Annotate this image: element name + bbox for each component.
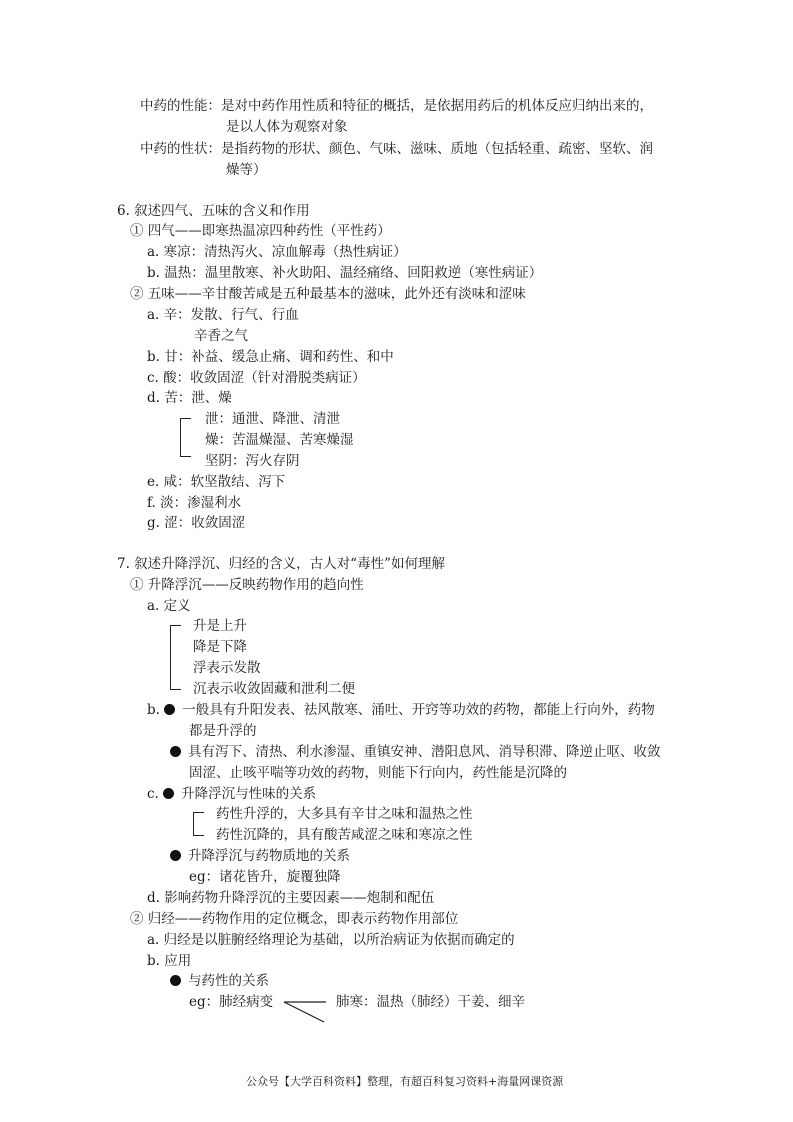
definition-item: a. 定义 bbox=[147, 598, 191, 614]
item-c-line-4 bbox=[170, 847, 350, 865]
appearance-label: 中药的性状： bbox=[140, 141, 221, 157]
bitter-bracket bbox=[180, 418, 191, 457]
item-c-label: c. bbox=[147, 786, 159, 802]
definition-sub-4: 沉表示收敛固藏和泄利二便 bbox=[193, 681, 355, 697]
bitter-sub-3: 坚阴：泻火存阴 bbox=[205, 453, 300, 469]
bitter-sub-2: 燥：苦温燥湿、苦寒燥湿 bbox=[205, 432, 354, 448]
definition-sub-1: 升是上升 bbox=[193, 618, 247, 634]
bullet-icon bbox=[163, 788, 174, 799]
bitter-item: d. 苦：泄、燥 bbox=[147, 390, 232, 406]
astringent-item: g. 涩：收敛固涩 bbox=[147, 515, 246, 531]
bitter-sub-1: 泄：通泄、降泄、清泄 bbox=[205, 411, 340, 427]
channel-bullet-line bbox=[170, 972, 269, 990]
item-b-bullet-2: 具有泻下、清热、利水渗湿、重镇安神、潜阳息风、消导积滞、降逆止呕、收敛 bbox=[188, 744, 661, 760]
section-6-title: 6. 叙述四气、五味的含义和作用 bbox=[117, 203, 310, 219]
performance-label: 中药的性能： bbox=[140, 98, 221, 114]
bullet-icon bbox=[164, 704, 175, 715]
lung-cold-branch: 肺寒：温热（肺经）干姜、细辛 bbox=[336, 994, 525, 1010]
branch-connector-icon bbox=[282, 994, 330, 1024]
cold-cool-item: a. 寒凉：清热泻火、凉血解毒（热性病证） bbox=[147, 244, 407, 260]
bullet-icon bbox=[170, 850, 181, 861]
bullet-icon bbox=[170, 975, 181, 986]
item-b-bullet-1-cont: 都是升浮的 bbox=[189, 723, 257, 739]
lung-example: eg：肺经病变 bbox=[189, 994, 274, 1010]
flavor-relation-bracket bbox=[193, 812, 204, 836]
channel-tropism-heading: ② 归经——药物作用的定位概念，即表示药物作用部位 bbox=[130, 911, 459, 927]
item-b-line-3 bbox=[170, 743, 661, 761]
performance-text: 是对中药作用性质和特征的概括，是依据用药后的机体反应归纳出来的， bbox=[221, 98, 653, 114]
intro-line-3 bbox=[140, 140, 653, 158]
intro-line-4: 燥等） bbox=[226, 162, 267, 178]
section-7-title: 7. 叙述升降浮沉、归经的含义，古人对“毒性”如何理解 bbox=[117, 556, 445, 572]
intro-line-1 bbox=[140, 97, 653, 115]
item-b-label: b. bbox=[147, 702, 160, 718]
page-footer: 公众号【大学百科资料】整理，有超百科复习资料+海量网课资源 bbox=[246, 1075, 564, 1088]
item-b-line-1 bbox=[147, 701, 655, 719]
sweet-item: b. 甘：补益、缓急止痛、调和药性、和中 bbox=[147, 349, 394, 365]
rising-sinking-heading: ① 升降浮沉——反映药物作用的趋向性 bbox=[130, 577, 364, 593]
pungent-item: a. 辛：发散、行气、行血 bbox=[147, 307, 299, 323]
sour-item: c. 酸：收敛固涩（针对滑脱类病证） bbox=[147, 370, 366, 386]
item-c-bullet-1: 升降浮沉与性味的关系 bbox=[181, 786, 317, 802]
four-qi-heading: ① 四气——即寒热温凉四种药性（平性药） bbox=[130, 223, 391, 239]
salty-item: e. 咸：软坚散结、泻下 bbox=[147, 474, 286, 490]
channel-item-b: b. 应用 bbox=[147, 953, 192, 969]
intro-line-2: 是以人体为观察对象 bbox=[226, 119, 348, 135]
channel-item-a: a. 归经是以脏腑经络理论为基础，以所治病证为依据而确定的 bbox=[147, 932, 515, 948]
bullet-icon bbox=[170, 746, 181, 757]
item-c-line-1 bbox=[147, 785, 316, 803]
flavor-relation-sub-2: 药性沉降的，具有酸苦咸涩之味和寒凉之性 bbox=[216, 827, 473, 843]
channel-bullet: 与药性的关系 bbox=[188, 973, 269, 989]
appearance-text: 是指药物的形状、颜色、气味、滋味、质地（包括轻重、疏密、坚软、润 bbox=[221, 141, 653, 157]
definition-bracket bbox=[170, 625, 181, 690]
pungent-sub: 辛香之气 bbox=[194, 328, 248, 344]
texture-example: eg：诸花皆升，旋覆独降 bbox=[189, 869, 341, 885]
definition-sub-3: 浮表示发散 bbox=[193, 660, 261, 676]
item-b-bullet-2-cont: 固涩、止咳平喘等功效的药物，则能下行向内，药性能是沉降的 bbox=[189, 765, 567, 781]
definition-sub-2: 降是下降 bbox=[193, 639, 247, 655]
bland-item: f. 淡：渗湿利水 bbox=[147, 495, 242, 511]
item-d: d. 影响药物升降浮沉的主要因素——炮制和配伍 bbox=[147, 890, 435, 906]
flavor-relation-sub-1: 药性升浮的，大多具有辛甘之味和温热之性 bbox=[216, 806, 473, 822]
five-flavors-heading: ② 五味——辛甘酸苦咸是五种最基本的滋味，此外还有淡味和涩味 bbox=[130, 286, 526, 302]
item-b-bullet-1: 一般具有升阳发表、祛风散寒、涌吐、开窍等功效的药物，都能上行向外，药物 bbox=[182, 702, 655, 718]
warm-hot-item: b. 温热：温里散寒、补火助阳、温经痛络、回阳救逆（寒性病证） bbox=[147, 265, 543, 281]
item-c-bullet-2: 升降浮沉与药物质地的关系 bbox=[188, 848, 350, 864]
